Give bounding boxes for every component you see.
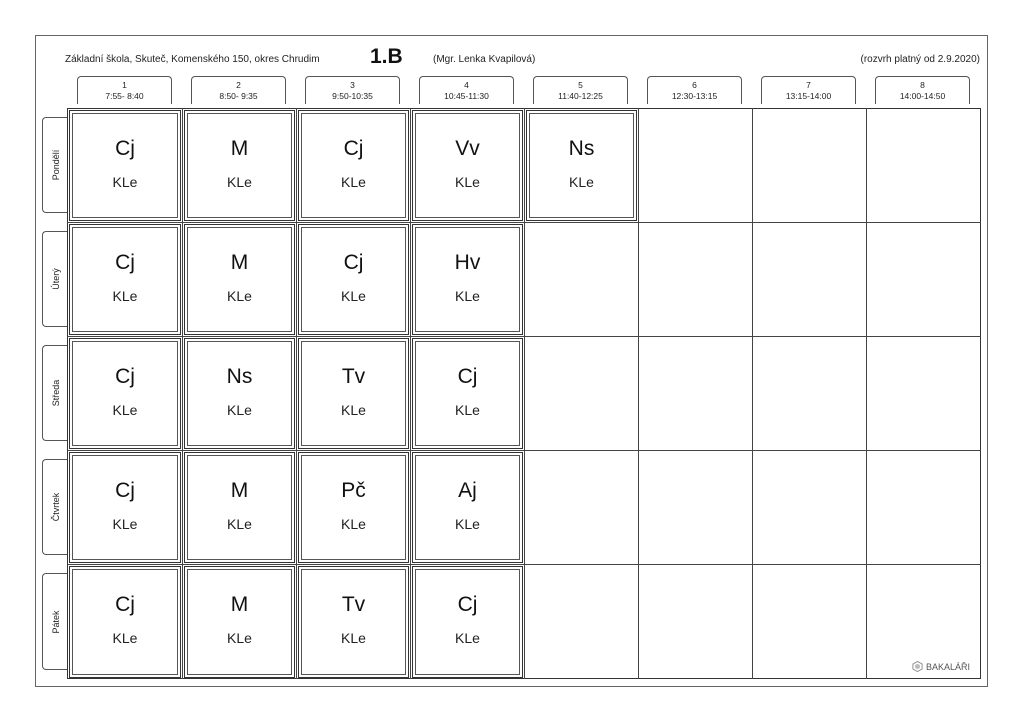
- period-number: 2: [236, 80, 241, 90]
- lesson-subject: Cj: [115, 137, 135, 160]
- period-time: 13:15-14:00: [785, 91, 832, 101]
- school-name: Základní škola, Skuteč, Komenského 150, okres Chrudim: [65, 54, 320, 65]
- day-name: Čtvrtek: [50, 492, 61, 522]
- period-number: 4: [464, 80, 469, 90]
- lesson-cell[interactable]: [298, 338, 409, 449]
- lesson-cell[interactable]: [298, 566, 409, 678]
- period-header-5: [533, 76, 628, 104]
- period-time: 8:50- 9:35: [219, 91, 258, 101]
- day-name: Pátek: [50, 609, 61, 634]
- lesson-teacher: KLe: [341, 288, 366, 304]
- lesson-cell[interactable]: [69, 452, 181, 563]
- lesson-subject: Cj: [343, 251, 364, 274]
- lesson-cell[interactable]: [298, 110, 409, 221]
- lesson-subject: Ns: [226, 365, 253, 388]
- period-header-6: [647, 76, 742, 104]
- lesson-teacher: KLe: [455, 174, 480, 190]
- day-label-5: [42, 573, 68, 670]
- lesson-teacher: KLe: [112, 174, 138, 190]
- lesson-subject: Tv: [341, 593, 366, 616]
- lesson-cell[interactable]: [412, 338, 523, 449]
- lesson-cell[interactable]: [412, 110, 523, 221]
- lesson-cell[interactable]: [412, 566, 523, 678]
- period-number: 3: [350, 80, 355, 90]
- lesson-cell[interactable]: [184, 452, 295, 563]
- lesson-cell[interactable]: [412, 452, 523, 563]
- period-number: 5: [578, 80, 583, 90]
- grid-column-divider: [182, 108, 183, 679]
- lesson-cell[interactable]: [298, 224, 409, 335]
- brand-label: BAKALÁŘI: [926, 661, 971, 672]
- lesson-cell[interactable]: [69, 224, 181, 335]
- brand: [912, 661, 970, 672]
- grid-column-divider: [866, 108, 867, 679]
- lesson-teacher: KLe: [341, 174, 366, 190]
- lesson-cell[interactable]: [184, 224, 295, 335]
- lesson-cell[interactable]: [412, 224, 523, 335]
- lesson-teacher: KLe: [455, 630, 480, 646]
- grid-column-divider: [296, 108, 297, 679]
- lesson-teacher: KLe: [341, 402, 366, 418]
- class-teacher: (Mgr. Lenka Kvapilová): [433, 54, 536, 65]
- period-time: 11:40-12:25: [558, 91, 603, 101]
- lesson-subject: Cj: [115, 365, 135, 388]
- period-time: 7:55- 8:40: [105, 91, 144, 101]
- lesson-teacher: KLe: [341, 516, 366, 532]
- lesson-cell[interactable]: [69, 338, 181, 449]
- grid-row-divider: [67, 336, 981, 337]
- lesson-cell[interactable]: [298, 452, 409, 563]
- period-number: 8: [920, 80, 925, 90]
- day-label-2: [42, 231, 68, 327]
- lesson-subject: Cj: [115, 479, 135, 502]
- grid-row-divider: [67, 222, 981, 223]
- period-header-7: [761, 76, 856, 104]
- lesson-teacher: KLe: [227, 174, 252, 190]
- lesson-teacher: KLe: [341, 630, 366, 646]
- day-name: Úterý: [50, 268, 61, 290]
- day-name: Pondělí: [50, 149, 61, 181]
- grid-column-divider: [752, 108, 753, 679]
- lesson-subject: Cj: [115, 251, 135, 274]
- lesson-cell[interactable]: [69, 110, 181, 221]
- lesson-subject: M: [230, 251, 249, 274]
- bakalari-logo-icon: [912, 661, 923, 672]
- lesson-cell[interactable]: [184, 338, 295, 449]
- validity-note: (rozvrh platný od 2.9.2020): [860, 54, 980, 65]
- period-header-1: [77, 76, 172, 104]
- lesson-cell[interactable]: [184, 110, 295, 221]
- period-time: 10:45-11:30: [444, 91, 489, 101]
- lesson-teacher: KLe: [455, 516, 480, 532]
- lesson-subject: Cj: [457, 593, 478, 616]
- lesson-subject: M: [230, 137, 249, 160]
- class-name: 1.B: [370, 45, 403, 68]
- lesson-subject: Cj: [115, 593, 135, 616]
- lesson-subject: Vv: [455, 137, 480, 160]
- lesson-teacher: KLe: [227, 630, 252, 646]
- lesson-subject: Tv: [341, 365, 366, 388]
- day-label-1: [42, 117, 68, 213]
- grid-row-divider: [67, 564, 981, 565]
- period-header-8: [875, 76, 970, 104]
- lesson-teacher: KLe: [112, 288, 138, 304]
- grid-column-divider: [524, 108, 525, 679]
- lesson-teacher: KLe: [455, 288, 480, 304]
- lesson-teacher: KLe: [112, 516, 138, 532]
- lesson-subject: Aj: [458, 479, 477, 502]
- lesson-teacher: KLe: [455, 402, 480, 418]
- lesson-subject: M: [230, 593, 249, 616]
- grid-row-divider: [67, 450, 981, 451]
- lesson-teacher: KLe: [227, 288, 252, 304]
- period-time: 12:30-13:15: [671, 91, 718, 101]
- period-time: 9:50-10:35: [332, 91, 373, 101]
- day-label-3: [42, 345, 68, 441]
- lesson-teacher: KLe: [227, 402, 252, 418]
- lesson-cell[interactable]: [526, 110, 637, 221]
- lesson-subject: M: [230, 479, 249, 502]
- period-number: 1: [122, 80, 127, 90]
- lesson-subject: Cj: [343, 137, 364, 160]
- grid-column-divider: [410, 108, 411, 679]
- lesson-subject: Ns: [568, 137, 595, 160]
- lesson-cell[interactable]: [184, 566, 295, 678]
- period-header-3: [305, 76, 400, 104]
- grid-column-divider: [638, 108, 639, 679]
- day-name: Středa: [50, 379, 61, 407]
- lesson-teacher: KLe: [112, 630, 138, 646]
- lesson-subject: Cj: [457, 365, 478, 388]
- period-header-2: [191, 76, 286, 104]
- lesson-subject: Pč: [341, 479, 366, 502]
- period-header-4: [419, 76, 514, 104]
- period-time: 14:00-14:50: [899, 91, 946, 101]
- lesson-subject: Hv: [454, 251, 481, 274]
- lesson-teacher: KLe: [569, 174, 594, 190]
- period-number: 6: [692, 80, 697, 90]
- lesson-teacher: KLe: [112, 402, 138, 418]
- day-label-4: [42, 459, 68, 555]
- lesson-teacher: KLe: [227, 516, 252, 532]
- period-number: 7: [806, 80, 811, 90]
- lesson-cell[interactable]: [69, 566, 181, 678]
